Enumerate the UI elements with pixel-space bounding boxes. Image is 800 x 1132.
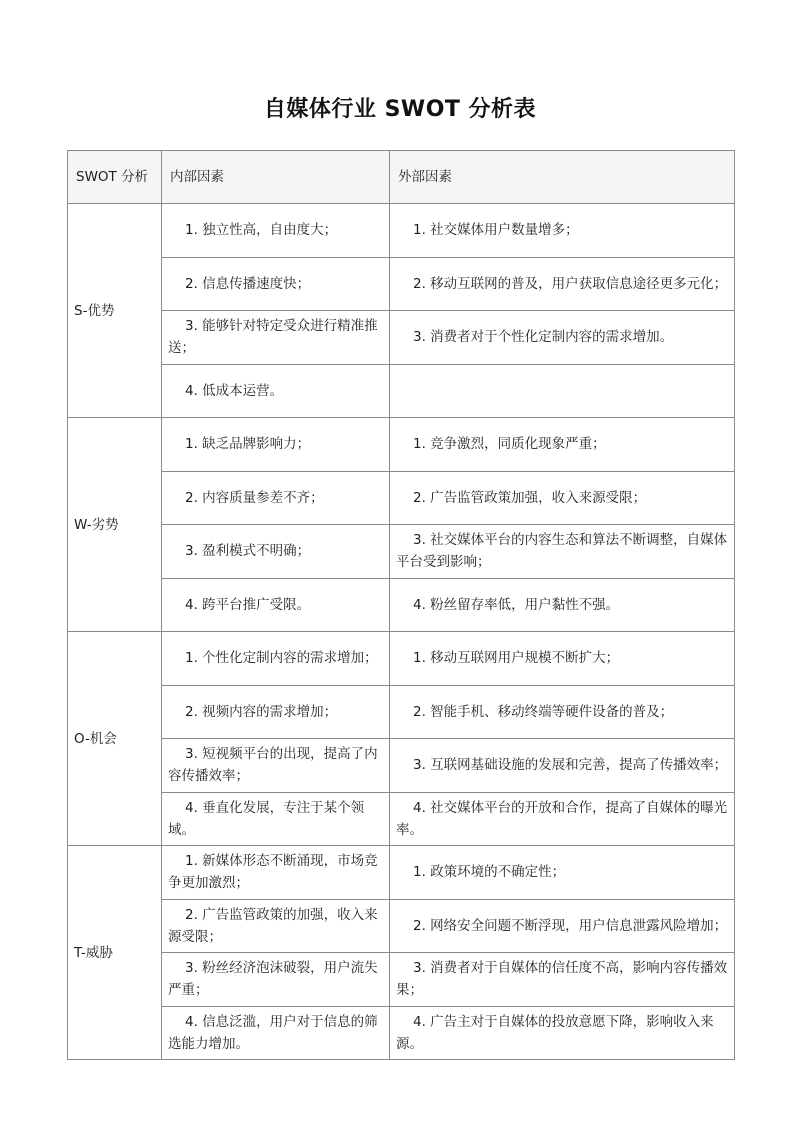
header-external-factors: 外部因素 bbox=[390, 151, 735, 204]
external-factor-cell-empty bbox=[390, 364, 735, 418]
category-threats: T-威胁 bbox=[68, 846, 162, 1060]
internal-factor-cell: 3. 盈利模式不明确； bbox=[162, 525, 390, 579]
internal-factor-cell: 2. 信息传播速度快； bbox=[162, 257, 390, 311]
table-row bbox=[68, 578, 735, 632]
external-factor-cell: 1. 移动互联网用户规模不断扩大； bbox=[390, 632, 735, 686]
internal-factor-cell: 2. 内容质量参差不齐； bbox=[162, 471, 390, 525]
table-row bbox=[68, 311, 735, 365]
table-row bbox=[68, 1006, 735, 1060]
external-factor-cell: 3. 消费者对于个性化定制内容的需求增加。 bbox=[390, 311, 735, 365]
external-factor-cell: 4. 广告主对于自媒体的投放意愿下降，影响收入来源。 bbox=[390, 1006, 735, 1060]
internal-factor-cell: 1. 独立性高，自由度大； bbox=[162, 204, 390, 258]
external-factor-cell: 3. 互联网基础设施的发展和完善，提高了传播效率； bbox=[390, 739, 735, 793]
table-row bbox=[68, 685, 735, 739]
external-factor-cell: 4. 社交媒体平台的开放和合作，提高了自媒体的曝光率。 bbox=[390, 792, 735, 846]
external-factor-cell: 2. 广告监管政策加强，收入来源受限； bbox=[390, 471, 735, 525]
table-header-row bbox=[68, 151, 735, 204]
category-opportunities: O-机会 bbox=[68, 632, 162, 846]
internal-factor-cell: 1. 个性化定制内容的需求增加； bbox=[162, 632, 390, 686]
internal-factor-cell: 1. 缺乏品牌影响力； bbox=[162, 418, 390, 472]
document-title: 自媒体行业 SWOT 分析表 bbox=[263, 97, 537, 122]
external-factor-cell: 2. 移动互联网的普及，用户获取信息途径更多元化； bbox=[390, 257, 735, 311]
category-strengths: S-优势 bbox=[68, 204, 162, 418]
table-row bbox=[68, 953, 735, 1007]
external-factor-cell: 4. 粉丝留存率低，用户黏性不强。 bbox=[390, 578, 735, 632]
table-row bbox=[68, 632, 735, 686]
internal-factor-cell: 4. 低成本运营。 bbox=[162, 364, 390, 418]
header-swot-analysis: SWOT 分析 bbox=[68, 151, 162, 204]
table-row bbox=[68, 471, 735, 525]
table-row bbox=[68, 739, 735, 793]
internal-factor-cell: 1. 新媒体形态不断涌现，市场竞争更加激烈； bbox=[162, 846, 390, 900]
table-row bbox=[68, 257, 735, 311]
swot-table bbox=[67, 150, 735, 1060]
table-row bbox=[68, 846, 735, 900]
external-factor-cell: 2. 智能手机、移动终端等硬件设备的普及； bbox=[390, 685, 735, 739]
external-factor-cell: 3. 消费者对于自媒体的信任度不高，影响内容传播效果； bbox=[390, 953, 735, 1007]
table-row bbox=[68, 525, 735, 579]
external-factor-cell: 1. 竞争激烈，同质化现象严重； bbox=[390, 418, 735, 472]
internal-factor-cell: 3. 短视频平台的出现，提高了内容传播效率； bbox=[162, 739, 390, 793]
internal-factor-cell: 4. 跨平台推广受限。 bbox=[162, 578, 390, 632]
category-weaknesses: W-劣势 bbox=[68, 418, 162, 632]
header-internal-factors: 内部因素 bbox=[162, 151, 390, 204]
internal-factor-cell: 3. 能够针对特定受众进行精准推送； bbox=[162, 311, 390, 365]
internal-factor-cell: 3. 粉丝经济泡沫破裂，用户流失严重； bbox=[162, 953, 390, 1007]
table-row bbox=[68, 418, 735, 472]
external-factor-cell: 3. 社交媒体平台的内容生态和算法不断调整，自媒体平台受到影响； bbox=[390, 525, 735, 579]
external-factor-cell: 1. 社交媒体用户数量增多； bbox=[390, 204, 735, 258]
internal-factor-cell: 4. 信息泛滥，用户对于信息的筛选能力增加。 bbox=[162, 1006, 390, 1060]
internal-factor-cell: 2. 广告监管政策的加强，收入来源受限； bbox=[162, 899, 390, 953]
external-factor-cell: 2. 网络安全问题不断浮现，用户信息泄露风险增加； bbox=[390, 899, 735, 953]
internal-factor-cell: 4. 垂直化发展，专注于某个领域。 bbox=[162, 792, 390, 846]
table-row bbox=[68, 899, 735, 953]
external-factor-cell: 1. 政策环境的不确定性； bbox=[390, 846, 735, 900]
table-row bbox=[68, 364, 735, 418]
table-row bbox=[68, 792, 735, 846]
table-row bbox=[68, 204, 735, 258]
internal-factor-cell: 2. 视频内容的需求增加； bbox=[162, 685, 390, 739]
